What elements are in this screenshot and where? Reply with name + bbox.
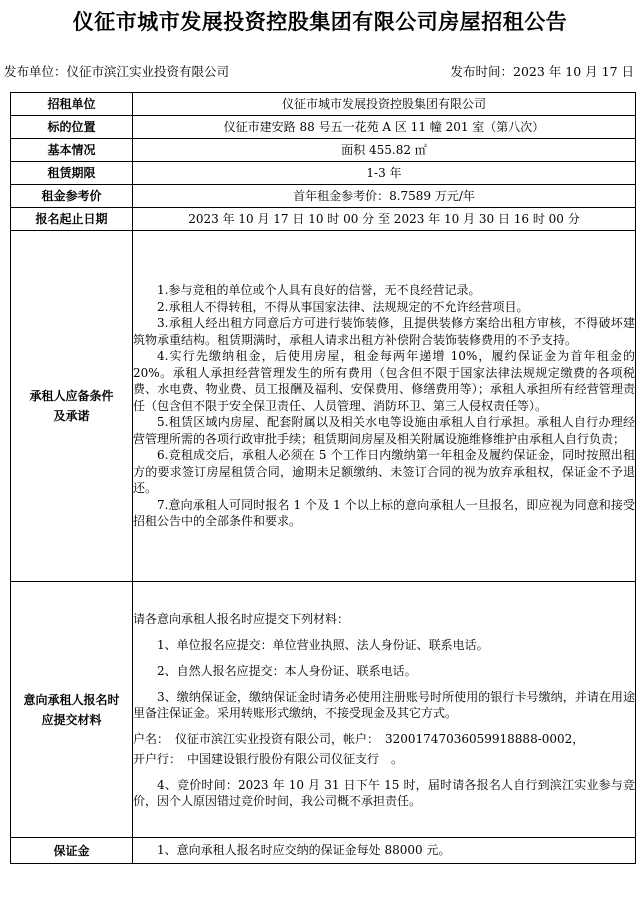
- materials-content: [133, 582, 636, 838]
- condition-item: 1.参与竞租的单位或个人具有良好的信誉，无不良经营记录。: [157, 283, 481, 298]
- account-info: 户名： 仪征市滨江实业投资有限公司，帐户： 32001747036059918888-0002，: [133, 731, 585, 746]
- condition-item: 6.竞租成交后，承租人必须在 5 个工作日内缴纳第一年租金及履约保证金，同时按照出租方的要求签订房屋租赁合同，逾期未足额缴纳、未签订合同的视为放弃承租权，保证金不予退还。: [133, 448, 635, 496]
- materials-item: 3、缴纳保证金，缴纳保证金时请务必使用注册账号时所使用的银行卡号缴纳，并请在用途里备注保证金。采用转账形式缴纳，不接受现金及其它方式。: [133, 689, 635, 720]
- table-row: [11, 116, 636, 139]
- row-value: 仪征市建安路 88 号五一花苑 A 区 11 幢 201 室（第八次）: [133, 116, 636, 139]
- row-label: 租赁期限: [11, 162, 133, 185]
- row-value: 1-3 年: [133, 162, 636, 185]
- deposit-content: [133, 838, 636, 864]
- materials-label: 意向承租人报名时 应提交材料: [11, 582, 133, 838]
- deposit-value: 1、意向承租人报名时应交纳的保证金每处 88000 元。: [157, 843, 451, 858]
- row-value: 面积 455.82 ㎡: [133, 139, 636, 162]
- materials-row: [11, 582, 636, 838]
- notice-table: [10, 92, 636, 864]
- row-value: 首年租金参考价：8.7589 万元/年: [133, 185, 636, 208]
- page-title: 仪征市城市发展投资控股集团有限公司房屋招租公告: [72, 10, 568, 34]
- bank-info: 开户行： 中国建设银行股份有限公司仪征支行 。: [133, 751, 404, 766]
- row-label: 标的位置: [11, 116, 133, 139]
- condition-item: 2.承租人不得转租，不得从事国家法律、法规规定的不允许经营项目。: [157, 299, 529, 314]
- condition-item: 4.实行先缴纳租金，后使用房屋，租金每两年递增 10%，履约保证金为首年租金的 20%。承租人承担经营管理发生的所有费用（包含但不限于国家法律法规规定缴费的各项税费、水电费、物业费、员工报酬及福利、安保费用、修缮费用等）；承租人承担所有经营管理责任（包含但不限于安全保卫责任、人员管理、消防环卫、第三人侵权责任等）。: [133, 349, 635, 413]
- row-value: 2023 年 10 月 17 日 10 时 00 分 至 2023 年 10 月 30 日 16 时 00 分: [133, 208, 636, 231]
- table-row: [11, 93, 636, 116]
- conditions-row: [11, 231, 636, 582]
- row-label: 租金参考价: [11, 185, 133, 208]
- materials-item: 4、竞价时间：2023 年 10 月 31 日下午 15 时，届时请各报名人自行到滨江实业参与竞价，因个人原因错过竞价时间，我公司概不承担责任。: [133, 777, 635, 808]
- row-value: 仪征市城市发展投资控股集团有限公司: [133, 93, 636, 116]
- table-row: [11, 162, 636, 185]
- row-label: 招租单位: [11, 93, 133, 116]
- deposit-row: [11, 838, 636, 864]
- materials-item: 2、自然人报名应提交：本人身份证、联系电话。: [157, 663, 417, 678]
- materials-item: 1、单位报名应提交：单位营业执照、法人身份证、联系电话。: [157, 637, 489, 652]
- materials-intro: 请各意向承租人报名时应提交下列材料：: [133, 611, 350, 626]
- publisher: 发布单位：仪征市滨江实业投资有限公司: [4, 64, 230, 79]
- publish-date: 发布时间：2023 年 10 月 17 日: [450, 64, 634, 79]
- table-row: [11, 185, 636, 208]
- condition-item: 3.承租人经出租方同意后方可进行装饰装修，且提供装修方案给出租方审核，不得破坏建筑物承重结构。租赁期满时，承租人请求出租方补偿附合装饰装修费用的不予支持。: [133, 316, 635, 347]
- condition-item: 5.租赁区域内房屋、配套附属以及相关水电等设施由承租人自行承担。承租人自行办理经营管理所需的各项行政审批手续；租赁期间房屋及相关附属设施维修维护由承租人自行负责；: [133, 415, 635, 446]
- deposit-label: 保证金: [11, 838, 133, 864]
- table-row: [11, 208, 636, 231]
- condition-item: 7.意向承租人可同时报名 1 个及 1 个以上标的意向承租人一旦报名，即应视为同意和接受招租公告中的全部条件和要求。: [133, 497, 635, 529]
- conditions-content: [133, 231, 636, 582]
- row-label: 报名起止日期: [11, 208, 133, 231]
- table-row: [11, 139, 636, 162]
- row-label: 基本情况: [11, 139, 133, 162]
- conditions-label: 承租人应备条件 及承诺: [11, 231, 133, 582]
